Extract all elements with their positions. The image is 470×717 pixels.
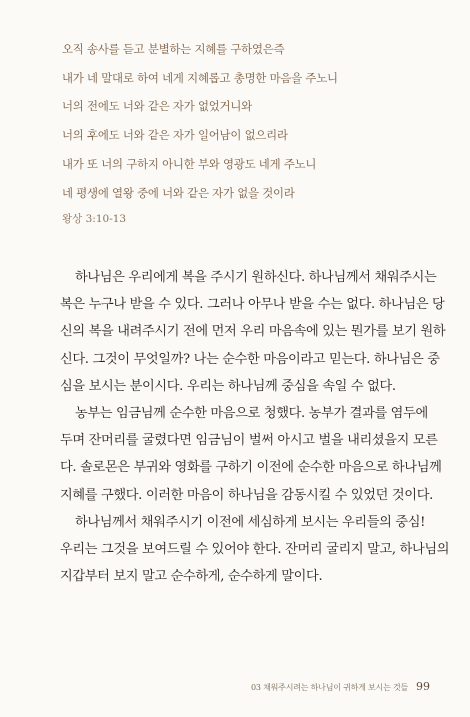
quote-line: 너의 전에도 너와 같은 자가 없었거니와 bbox=[62, 99, 252, 114]
paragraph-line: 지혜를 구했다. 이러한 마음이 하나님을 감동시킬 수 있었던 것이다. bbox=[60, 487, 433, 503]
paragraph-line: 심을 보시는 분이시다. 우리는 하나님께 중심을 속일 수 없다. bbox=[60, 378, 396, 394]
paragraph-line: 복은 누구나 받을 수 있다. 그러나 아무나 받을 수는 없다. 하나님은 당 bbox=[60, 297, 445, 313]
scripture-reference: 왕상 3:10-13 bbox=[62, 213, 127, 226]
paragraph bbox=[60, 264, 446, 400]
paragraph-line: 지갑부터 보지 말고 순수하게, 순수하게 말이다. bbox=[60, 569, 323, 585]
paragraph-line: 신의 복을 내려주시기 전에 먼저 우리 마음속에 있는 뭔가를 보기 원하 bbox=[60, 324, 446, 340]
quote-line: 너의 후에도 너와 같은 자가 일어남이 없으리라 bbox=[62, 128, 288, 143]
paragraph-line: 두며 잔머리를 굴렸다면 임금님이 벌써 아시고 벌을 내리셨을지 모른 bbox=[60, 433, 438, 449]
quote-line: 네 평생에 열왕 중에 너와 같은 자가 없을 것이라 bbox=[62, 185, 295, 200]
body-text bbox=[60, 264, 450, 590]
quote-line: 내가 네 말대로 하여 네게 지혜롭고 총명한 마음을 주노니 bbox=[62, 70, 338, 85]
page-footer bbox=[251, 680, 430, 693]
paragraph bbox=[60, 509, 450, 591]
running-head: 03 채워주시려는 하나님이 귀하게 보시는 것들 bbox=[251, 683, 408, 692]
paragraph-line: 신다. 그것이 무엇일까? 나는 순수한 마음이라고 믿는다. 하나님은 중 bbox=[60, 351, 440, 367]
quote-line: 내가 또 너의 구하지 아니한 부와 영광도 네게 주노니 bbox=[62, 156, 317, 171]
page-number: 99 bbox=[416, 680, 430, 693]
paragraph-line: 다. 솔로몬은 부귀와 영화를 구하기 이전에 순수한 마음으로 하나님께 bbox=[60, 460, 442, 476]
paragraph-line: 우리는 그것을 보여드릴 수 있어야 한다. 잔머리 굴리지 말고, 하나님의 bbox=[60, 542, 450, 558]
paragraph-line: 농부는 임금님께 순수한 마음으로 청했다. 농부가 결과를 염두에 bbox=[75, 406, 428, 422]
paragraph bbox=[60, 400, 442, 509]
paragraph-line: 하나님께서 채워주시기 이전에 세심하게 보시는 우리들의 중심! bbox=[75, 514, 426, 530]
scripture-quote bbox=[62, 35, 442, 229]
quote-line: 오직 송사를 듣고 분별하는 지혜를 구하였은즉 bbox=[62, 42, 285, 56]
paragraph-line: 하나님은 우리에게 복을 주시기 원하신다. 하나님께서 채워주시는 bbox=[75, 270, 437, 285]
